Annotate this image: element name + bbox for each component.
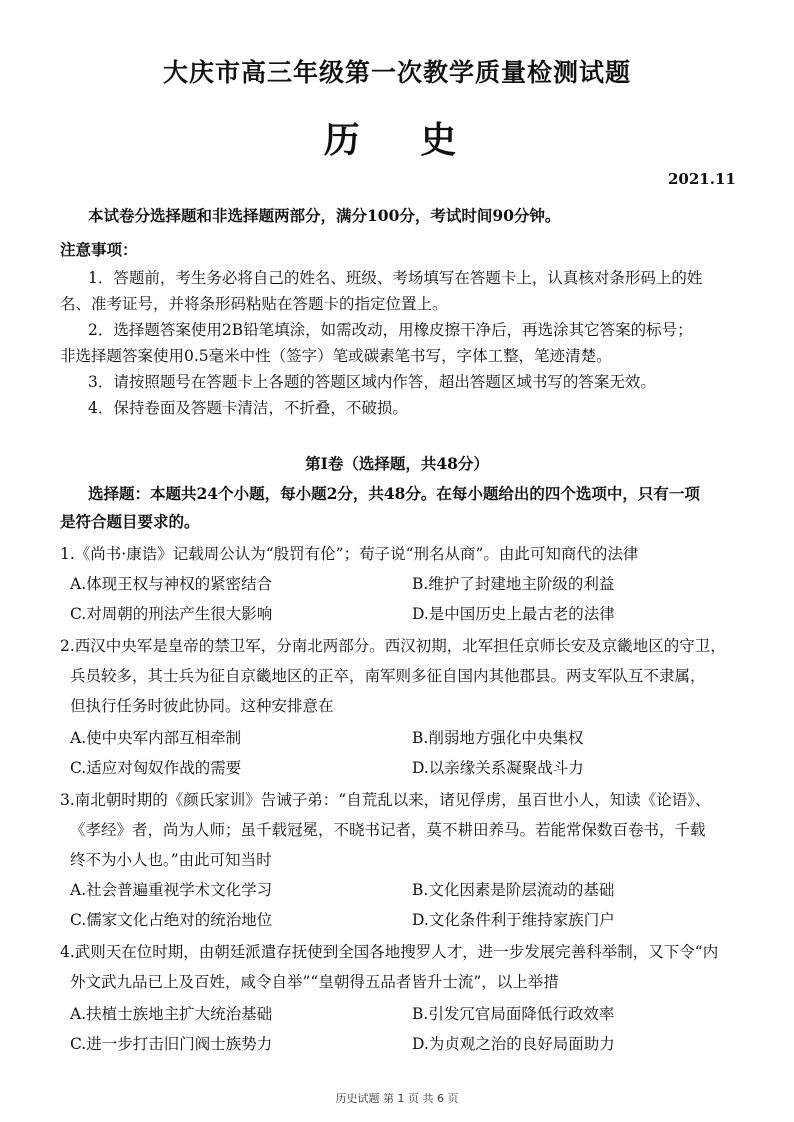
question-stem: 兵员较多，其士兵为征自京畿地区的正卒，南军则多征自国内其他郡县。两支军队互不隶属，: [70, 667, 706, 685]
section-instruction: 是符合题目要求的。: [60, 512, 200, 531]
option-d: D.文化条件利于维持家族门户: [412, 911, 615, 929]
question-stem: 《孝经》者，尚为人师；虽千载冠冕，不晓书记者，莫不耕田养马。若能常保数百卷书，千载: [70, 821, 706, 839]
option-a: A.社会普遍重视学术文化学习: [70, 881, 273, 899]
question-stem: 但执行任务时彼此协同。这种安排意在: [70, 697, 334, 715]
notice-line: 名、准考证号，并将条形码粘贴在答题卡的指定位置上。: [60, 295, 448, 313]
exam-date: 2021.11: [668, 170, 736, 188]
notice-heading: 注意事项：: [60, 240, 138, 259]
page-footer: 历史试题 第 1 页 共 6 页: [335, 1092, 459, 1105]
question-stem: 3.南北朝时期的《颜氏家训》告诫子弟：“自荒乱以来，诸见俘虏，虽百世小人，知读《论语》、: [60, 791, 711, 809]
intro-text: 本试卷分选择题和非选择题两部分，满分100分，考试时间90分钟。: [88, 206, 561, 225]
section-instruction: 选择题：本题共24个小题，每小题2分，共48分。在每小题给出的四个选项中，只有一项: [88, 484, 700, 503]
option-d: D.是中国历史上最古老的法律: [412, 605, 615, 623]
option-c: C.对周朝的刑法产生很大影响: [70, 605, 273, 623]
notice-line: 2．选择题答案使用2B铅笔填涂，如需改动，用橡皮擦干净后，再选涂其它答案的标号；: [88, 321, 693, 339]
section-heading: 第Ⅰ卷（选择题，共48分）: [305, 454, 489, 473]
notice-line: 非选择题答案使用0.5毫米中性（签字）笔或碳素笔书写，字体工整，笔迹清楚。: [60, 347, 612, 365]
option-b: B.削弱地方强化中央集权: [412, 729, 584, 747]
option-b: B.文化因素是阶层流动的基础: [412, 881, 615, 899]
notice-line: 4．保持卷面及答题卡清洁，不折叠，不破损。: [88, 399, 408, 417]
exam-title: 大庆市高三年级第一次教学质量检测试题: [162, 58, 631, 87]
option-a: A.体现王权与神权的紧密结合: [70, 575, 273, 593]
notice-line: 3．请按照题号在答题卡上各题的答题区域内作答，超出答题区域书写的答案无效。: [88, 373, 656, 391]
option-d: D.为贞观之治的良好局面助力: [412, 1035, 615, 1053]
option-b: B.维护了封建地主阶级的利益: [412, 575, 615, 593]
option-a: A.扶植士族地主扩大统治基础: [70, 1005, 273, 1023]
option-a: A.使中央军内部互相牵制: [70, 729, 242, 747]
option-d: D.以亲缘关系凝聚战斗力: [412, 759, 584, 777]
notice-line: 1．答题前，考生务必将自己的姓名、班级、考场填写在答题卡上，认真核对条形码上的姓: [88, 269, 703, 287]
option-b: B.引发冗官局面降低行政效率: [412, 1005, 615, 1023]
option-c: C.进一步打击旧门阀士族势力: [70, 1035, 273, 1053]
question-stem: 1.《尚书·康诰》记载周公认为“殷罚有伦”；荀子说“刑名从商”。由此可知商代的法律: [60, 545, 639, 563]
option-c: C.适应对匈奴作战的需要: [70, 759, 242, 777]
question-stem: 4.武则天在位时期，由朝廷派遣存抚使到全国各地搜罗人才，进一步发展完善科举制，又下令“内: [60, 943, 719, 961]
question-stem: 2.西汉中央军是皇帝的禁卫军，分南北两部分。西汉初期，北军担任京师长安及京畿地区的守卫，: [60, 637, 726, 655]
question-stem: 外文武九品已上及百姓，咸令自举”“皇朝得五品者皆升士流”，以上举措: [70, 973, 559, 991]
question-stem: 终不为小人也。”由此可知当时: [70, 851, 272, 869]
subject-title: 历 史: [323, 119, 481, 161]
option-c: C.儒家文化占绝对的统治地位: [70, 911, 273, 929]
